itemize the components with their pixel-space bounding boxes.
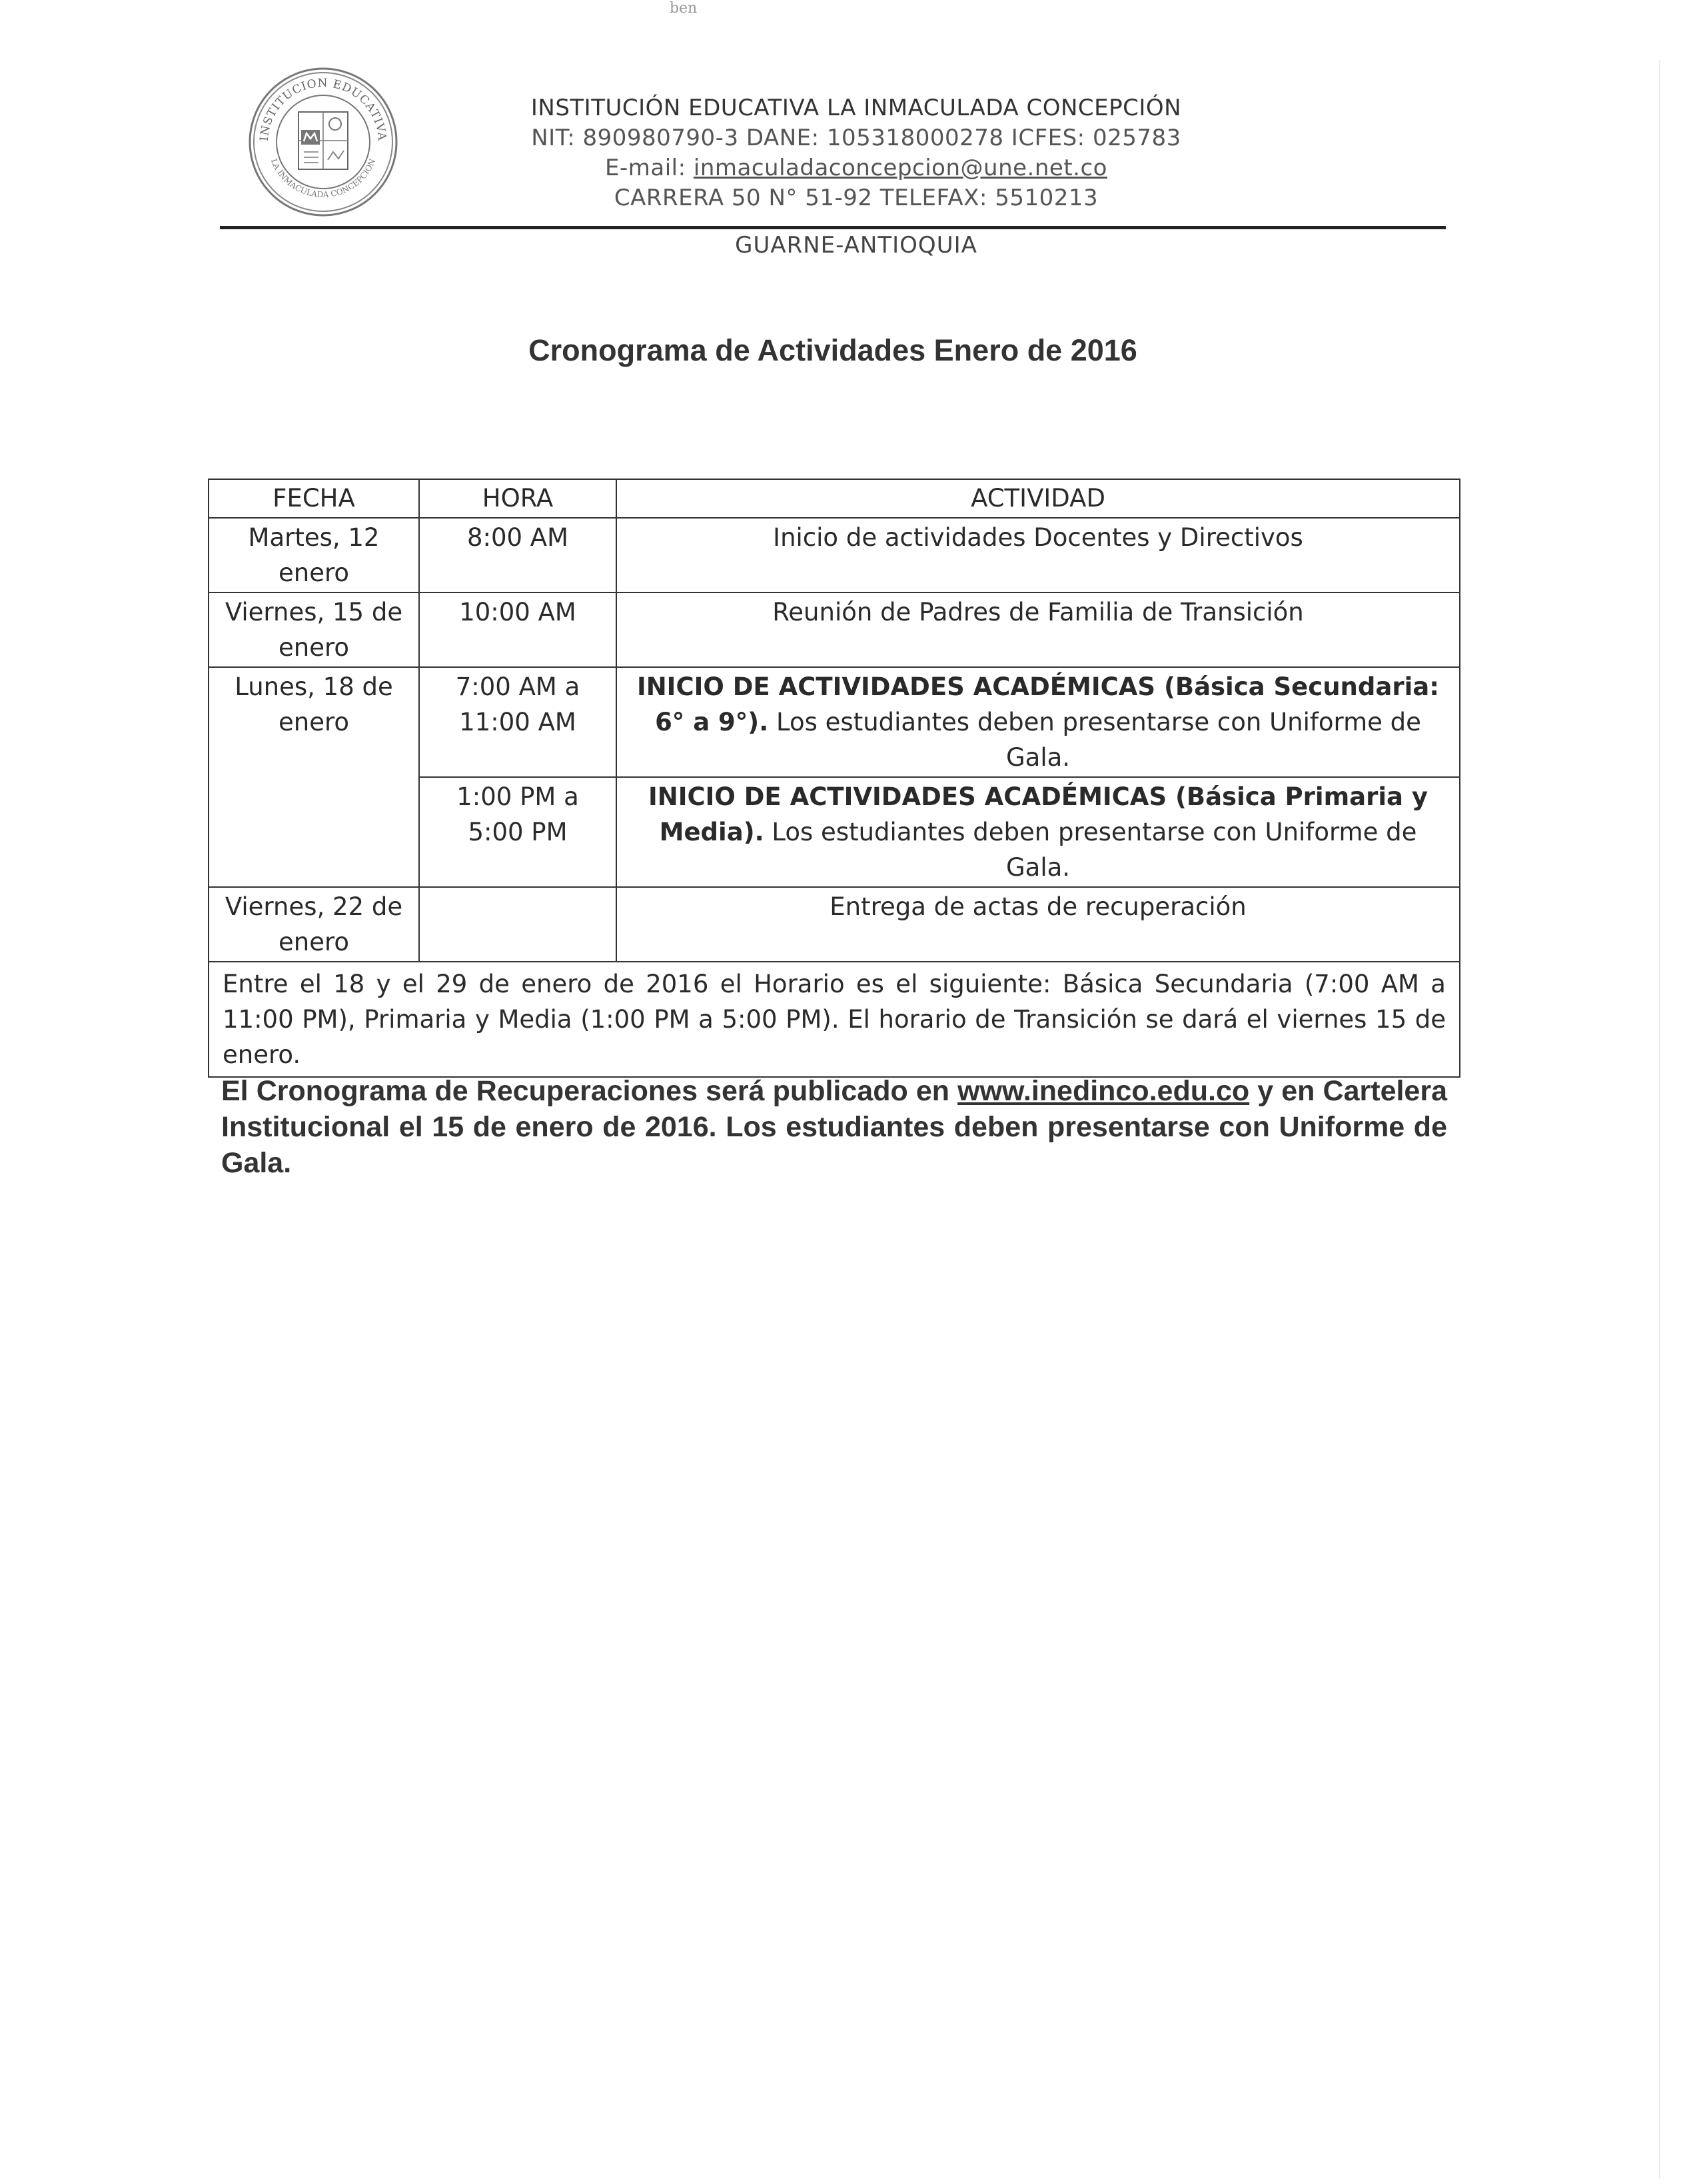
table-row	[209, 887, 1460, 962]
hora-cell: 1:00 PM a 5:00 PM	[419, 777, 616, 887]
email-label: E-mail:	[605, 155, 694, 181]
actividad-cell: Entrega de actas de recuperación	[616, 887, 1460, 962]
table-row	[209, 667, 1460, 777]
table-header-row	[209, 479, 1460, 518]
page-edge	[1659, 60, 1660, 2179]
column-header-hora: HORA	[419, 479, 616, 518]
fecha-cell: Lunes, 18 de enero	[209, 667, 419, 887]
email-link[interactable]: inmaculadaconcepcion@une.net.co	[693, 155, 1107, 181]
institution-header	[400, 93, 1313, 213]
footer-paragraph	[221, 1073, 1447, 1181]
actividad-normal-text: Los estudiantes deben presentarse con Uniforme de Gala.	[764, 818, 1417, 882]
website-link[interactable]: www.inedinco.edu.co	[957, 1075, 1250, 1107]
actividad-cell	[616, 777, 1460, 887]
fecha-cell: Viernes, 15 de enero	[209, 592, 419, 667]
actividad-cell	[616, 667, 1460, 777]
table-note-row	[209, 962, 1460, 1077]
institution-ids: NIT: 890980790-3 DANE: 105318000278 ICFES: 025783	[531, 125, 1181, 151]
actividad-bold-text: INICIO DE ACTIVIDADES ACADÉMICAS (Básica Secundaria: 6° a 9°).	[636, 672, 1440, 736]
table-row	[209, 518, 1460, 592]
header-divider	[220, 226, 1446, 229]
column-header-actividad: ACTIVIDAD	[616, 479, 1460, 518]
hora-cell: 7:00 AM a 11:00 AM	[419, 667, 616, 777]
hora-cell: 10:00 AM	[419, 592, 616, 667]
institution-email-line	[400, 153, 1313, 183]
institution-address: CARRERA 50 N° 51-92 TELEFAX: 5510213	[614, 185, 1099, 211]
institution-name: INSTITUCIÓN EDUCATIVA LA INMACULADA CONCEPCIÓN	[530, 95, 1182, 121]
column-header-fecha: FECHA	[209, 479, 419, 518]
actividad-cell: Inicio de actividades Docentes y Directivos	[616, 518, 1460, 592]
table-row	[209, 592, 1460, 667]
page-title: Cronograma de Actividades Enero de 2016	[528, 333, 1137, 367]
actividad-normal-text: Los estudiantes deben presentarse con Uniforme de Gala.	[768, 708, 1421, 772]
hora-cell: 8:00 AM	[419, 518, 616, 592]
hora-cell	[419, 887, 616, 962]
schedule-note: Entre el 18 y el 29 de enero de 2016 el Horario es el siguiente: Básica Secundaria (7:00 AM a 11:00 PM), Primaria y Media (1:00 PM a 5:00 PM). El horario de Transición se dará el viernes 15 de enero.	[209, 962, 1460, 1077]
seal-ring-bottom-text: LA INMACULADA CONCEPCION	[269, 157, 378, 200]
schedule-table	[208, 479, 1460, 1078]
seal-ring-top-text: INSTITUCION EDUCATIVA	[257, 76, 389, 142]
actividad-bold-text: INICIO DE ACTIVIDADES ACADÉMICAS (Básica Primaria y Media).	[648, 782, 1428, 846]
fecha-cell: Martes, 12 enero	[209, 518, 419, 592]
school-seal-icon	[248, 67, 398, 217]
footer-text-after: y en Cartelera Institucional el 15 de enero de 2016. Los estudiantes deben presentarse con Uniforme de Gala.	[221, 1075, 1447, 1179]
fecha-cell: Viernes, 22 de enero	[209, 887, 419, 962]
institution-city: GUARNE-ANTIOQUIA	[735, 232, 977, 259]
actividad-cell: Reunión de Padres de Familia de Transición	[616, 592, 1460, 667]
footer-text-before: El Cronograma de Recuperaciones será publicado en	[221, 1075, 958, 1107]
scan-mark: ben	[670, 0, 698, 17]
